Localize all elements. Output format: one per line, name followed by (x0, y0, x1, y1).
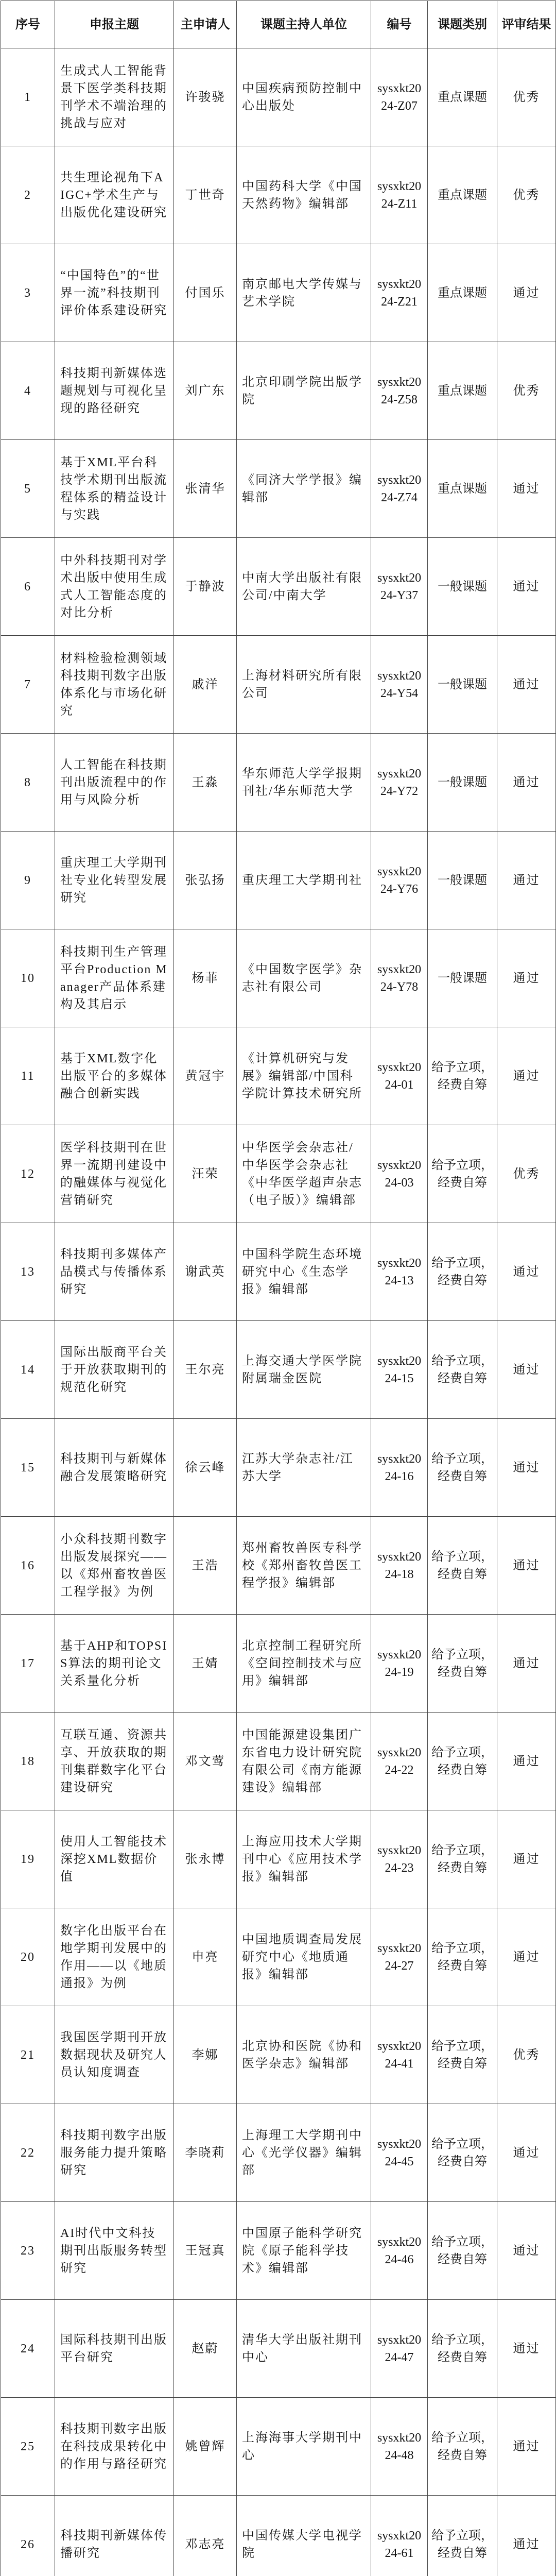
row-topic: 科技期刊多媒体产品模式与传播体系研究 (55, 1223, 174, 1321)
row-applicant: 谢武英 (174, 1223, 237, 1321)
row-unit: 上海应用技术大学期刊中心《应用技术学报》编辑部 (237, 1810, 371, 1908)
row-result: 通过 (497, 1615, 556, 1713)
row-unit: 中南大学出版社有限公司/中南大学 (237, 538, 371, 636)
row-result: 通过 (497, 1027, 556, 1125)
row-category: 一般课题 (428, 636, 497, 734)
row-unit: 重庆理工大学期刊社 (237, 832, 371, 929)
header-result: 评审结果 (497, 1, 556, 48)
row-category: 一般课题 (428, 734, 497, 832)
row-unit: 郑州畜牧兽医专科学校《郑州畜牧兽医工程学报》编辑部 (237, 1517, 371, 1615)
row-result: 优秀 (497, 146, 556, 244)
row-category: 给予立项，经费自筹 (428, 1419, 497, 1517)
row-index: 10 (1, 929, 55, 1027)
row-index: 7 (1, 636, 55, 734)
row-topic: 基于XML平台科技学术期刊出版流程体系的精益设计与实践 (55, 440, 174, 538)
row-applicant: 邓文莺 (174, 1713, 237, 1810)
row-applicant: 申亮 (174, 1908, 237, 2006)
row-category: 给予立项，经费自筹 (428, 1027, 497, 1125)
row-code: sysxkt2024-Y78 (371, 929, 428, 1027)
row-applicant: 王淼 (174, 734, 237, 832)
row-code: sysxkt2024-01 (371, 1027, 428, 1125)
table-row (1, 1419, 556, 1517)
row-applicant: 邓志亮 (174, 2496, 237, 2576)
row-applicant: 杨菲 (174, 929, 237, 1027)
row-unit: 清华大学出版社期刊中心 (237, 2300, 371, 2398)
table-row (1, 2496, 556, 2576)
header-applicant: 主申请人 (174, 1, 237, 48)
table-row (1, 538, 556, 636)
row-result: 通过 (497, 1517, 556, 1615)
row-applicant: 赵蔚 (174, 2300, 237, 2398)
table-row (1, 1908, 556, 2006)
row-topic: 材料检验检测领域科技期刊数字出版体系化与市场化研究 (55, 636, 174, 734)
row-index: 3 (1, 244, 55, 342)
row-topic: 互联互通、资源共享、开放获取的期刊集群数字化平台建设研究 (55, 1713, 174, 1810)
row-code: sysxkt2024-19 (371, 1615, 428, 1713)
row-unit: 北京协和医院《协和医学杂志》编辑部 (237, 2006, 371, 2104)
row-applicant: 张弘扬 (174, 832, 237, 929)
row-index: 4 (1, 342, 55, 440)
row-category: 给予立项，经费自筹 (428, 2202, 497, 2300)
row-topic: 中外科技期刊对学术出版中使用生成式人工智能态度的对比分析 (55, 538, 174, 636)
row-index: 15 (1, 1419, 55, 1517)
table-row (1, 1615, 556, 1713)
row-unit: 中国能源建设集团广东省电力设计研究院有限公司《南方能源建设》编辑部 (237, 1713, 371, 1810)
table-row (1, 1321, 556, 1419)
row-applicant: 黄冠宇 (174, 1027, 237, 1125)
row-category: 给予立项，经费自筹 (428, 2104, 497, 2202)
table-row (1, 636, 556, 734)
row-topic: 人工智能在科技期刊出版流程中的作用与风险分析 (55, 734, 174, 832)
row-applicant: 付国乐 (174, 244, 237, 342)
row-index: 12 (1, 1125, 55, 1223)
row-topic: “中国特色”的“世界一流”科技期刊评价体系建设研究 (55, 244, 174, 342)
row-topic: 国际出版商平台关于开放获取期刊的规范化研究 (55, 1321, 174, 1419)
row-code: sysxkt2024-22 (371, 1713, 428, 1810)
row-applicant: 李晓莉 (174, 2104, 237, 2202)
row-topic: 使用人工智能技术深挖XML数据价值 (55, 1810, 174, 1908)
table-body (1, 48, 556, 2576)
row-category: 给予立项，经费自筹 (428, 1321, 497, 1419)
table-row (1, 1223, 556, 1321)
row-code: sysxkt2024-Z58 (371, 342, 428, 440)
row-topic: 科技期刊生产管理平台Production Manager产品体系建构及其启示 (55, 929, 174, 1027)
row-unit: 北京控制工程研究所《空间控制技术与应用》编辑部 (237, 1615, 371, 1713)
row-index: 13 (1, 1223, 55, 1321)
row-code: sysxkt2024-46 (371, 2202, 428, 2300)
row-code: sysxkt2024-Z21 (371, 244, 428, 342)
row-category: 一般课题 (428, 538, 497, 636)
row-topic: 国际科技期刊出版平台研究 (55, 2300, 174, 2398)
row-result: 通过 (497, 2104, 556, 2202)
row-code: sysxkt2024-41 (371, 2006, 428, 2104)
row-category: 一般课题 (428, 832, 497, 929)
row-category: 给予立项，经费自筹 (428, 1713, 497, 1810)
row-unit: 上海材料研究所有限公司 (237, 636, 371, 734)
row-topic: 科技期刊与新媒体融合发展策略研究 (55, 1419, 174, 1517)
row-applicant: 许骏骁 (174, 48, 237, 146)
row-unit: 中国传媒大学电视学院 (237, 2496, 371, 2576)
row-category: 给予立项，经费自筹 (428, 1810, 497, 1908)
row-index: 22 (1, 2104, 55, 2202)
table-row (1, 2300, 556, 2398)
row-result: 通过 (497, 2202, 556, 2300)
row-code: sysxkt2024-61 (371, 2496, 428, 2576)
row-category: 给予立项，经费自筹 (428, 1615, 497, 1713)
row-index: 23 (1, 2202, 55, 2300)
table-row (1, 2202, 556, 2300)
header-topic: 申报主题 (55, 1, 174, 48)
row-category: 给予立项，经费自筹 (428, 1125, 497, 1223)
row-index: 1 (1, 48, 55, 146)
row-applicant: 王浩 (174, 1517, 237, 1615)
row-category: 给予立项，经费自筹 (428, 2300, 497, 2398)
row-index: 26 (1, 2496, 55, 2576)
row-applicant: 于静波 (174, 538, 237, 636)
row-applicant: 戚洋 (174, 636, 237, 734)
row-applicant: 丁世奇 (174, 146, 237, 244)
row-index: 16 (1, 1517, 55, 1615)
row-applicant: 张永博 (174, 1810, 237, 1908)
row-index: 17 (1, 1615, 55, 1713)
row-applicant: 王冠真 (174, 2202, 237, 2300)
row-unit: 中国科学院生态环境研究中心《生态学报》编辑部 (237, 1223, 371, 1321)
row-result: 通过 (497, 440, 556, 538)
row-category: 重点课题 (428, 342, 497, 440)
row-index: 21 (1, 2006, 55, 2104)
row-code: sysxkt2024-Y54 (371, 636, 428, 734)
row-topic: 基于AHP和TOPSIS算法的期刊论文关系量化分析 (55, 1615, 174, 1713)
table-row (1, 1713, 556, 1810)
project-review-table (1, 1, 556, 2576)
row-result: 优秀 (497, 1125, 556, 1223)
row-result: 通过 (497, 2398, 556, 2496)
table-row (1, 734, 556, 832)
row-unit: 中国药科大学《中国天然药物》编辑部 (237, 146, 371, 244)
row-category: 重点课题 (428, 146, 497, 244)
table-row (1, 244, 556, 342)
table-row (1, 440, 556, 538)
table-header (1, 1, 556, 48)
row-category: 重点课题 (428, 244, 497, 342)
row-applicant: 王婧 (174, 1615, 237, 1713)
row-topic: 医学科技期刊在世界一流期刊建设中的融媒体与视觉化营销研究 (55, 1125, 174, 1223)
row-unit: 《同济大学学报》编辑部 (237, 440, 371, 538)
row-code: sysxkt2024-48 (371, 2398, 428, 2496)
table-row (1, 146, 556, 244)
row-topic: 小众科技期刊数字出版发展探究——以《郑州畜牧兽医工程学报》为例 (55, 1517, 174, 1615)
header-row (1, 1, 556, 48)
row-category: 给予立项，经费自筹 (428, 1908, 497, 2006)
table-row (1, 2104, 556, 2202)
row-topic: 生成式人工智能背景下医学类科技期刊学术不端治理的挑战与应对 (55, 48, 174, 146)
row-result: 优秀 (497, 48, 556, 146)
row-category: 重点课题 (428, 440, 497, 538)
row-index: 14 (1, 1321, 55, 1419)
row-topic: 基于XML数字化出版平台的多媒体融合创新实践 (55, 1027, 174, 1125)
row-code: sysxkt2024-Z74 (371, 440, 428, 538)
row-unit: 北京印刷学院出版学院 (237, 342, 371, 440)
row-topic: 科技期刊数字出版服务能力提升策略研究 (55, 2104, 174, 2202)
row-result: 通过 (497, 1321, 556, 1419)
row-unit: 《中国数字医学》杂志社有限公司 (237, 929, 371, 1027)
table-row (1, 1517, 556, 1615)
row-result: 通过 (497, 538, 556, 636)
row-unit: 江苏大学杂志社/江苏大学 (237, 1419, 371, 1517)
row-topic: 共生理论视角下AIGC+学术生产与出版优化建设研究 (55, 146, 174, 244)
row-unit: 《计算机研究与发展》编辑部/中国科学院计算技术研究所 (237, 1027, 371, 1125)
row-applicant: 徐云峰 (174, 1419, 237, 1517)
row-result: 通过 (497, 1223, 556, 1321)
row-applicant: 姚曾辉 (174, 2398, 237, 2496)
row-unit: 中国地质调查局发展研究中心《地质通报》编辑部 (237, 1908, 371, 2006)
row-category: 给予立项，经费自筹 (428, 2398, 497, 2496)
row-index: 9 (1, 832, 55, 929)
row-index: 24 (1, 2300, 55, 2398)
row-unit: 华东师范大学学报期刊社/华东师范大学 (237, 734, 371, 832)
row-category: 给予立项，经费自筹 (428, 1223, 497, 1321)
row-code: sysxkt2024-45 (371, 2104, 428, 2202)
row-applicant: 汪荣 (174, 1125, 237, 1223)
header-code: 编号 (371, 1, 428, 48)
row-index: 2 (1, 146, 55, 244)
row-unit: 南京邮电大学传媒与艺术学院 (237, 244, 371, 342)
row-code: sysxkt2024-Y37 (371, 538, 428, 636)
row-unit: 上海交通大学医学院附属瑞金医院 (237, 1321, 371, 1419)
row-result: 优秀 (497, 2006, 556, 2104)
row-result: 通过 (497, 2496, 556, 2576)
row-index: 8 (1, 734, 55, 832)
table-row (1, 1125, 556, 1223)
table-row (1, 929, 556, 1027)
row-index: 19 (1, 1810, 55, 1908)
row-topic: 我国医学期刊开放数据现状及研究人员认知度调查 (55, 2006, 174, 2104)
table-row (1, 2006, 556, 2104)
row-applicant: 刘广东 (174, 342, 237, 440)
row-unit: 中华医学会杂志社/中华医学会杂志社《中华医学超声杂志（电子版）》编辑部 (237, 1125, 371, 1223)
row-applicant: 张清华 (174, 440, 237, 538)
row-code: sysxkt2024-47 (371, 2300, 428, 2398)
header-category: 课题类别 (428, 1, 497, 48)
row-code: sysxkt2024-Y72 (371, 734, 428, 832)
row-index: 20 (1, 1908, 55, 2006)
row-result: 通过 (497, 1810, 556, 1908)
row-topic: 科技期刊数字出版在科技成果转化中的作用与路径研究 (55, 2398, 174, 2496)
row-result: 通过 (497, 244, 556, 342)
row-result: 通过 (497, 1908, 556, 2006)
table-row (1, 1810, 556, 1908)
table-row (1, 1027, 556, 1125)
row-unit: 中国原子能科学研究院《原子能科学技术》编辑部 (237, 2202, 371, 2300)
row-code: sysxkt2024-18 (371, 1517, 428, 1615)
table-row (1, 342, 556, 440)
row-category: 一般课题 (428, 929, 497, 1027)
row-category: 重点课题 (428, 48, 497, 146)
row-category: 给予立项，经费自筹 (428, 2496, 497, 2576)
row-index: 6 (1, 538, 55, 636)
row-topic: 科技期刊新媒体选题规划与可视化呈现的路径研究 (55, 342, 174, 440)
row-code: sysxkt2024-15 (371, 1321, 428, 1419)
row-applicant: 李娜 (174, 2006, 237, 2104)
row-category: 给予立项，经费自筹 (428, 1517, 497, 1615)
row-topic: 科技期刊新媒体传播研究 (55, 2496, 174, 2576)
row-code: sysxkt2024-03 (371, 1125, 428, 1223)
header-index: 序号 (1, 1, 55, 48)
header-unit: 课题主持人单位 (237, 1, 371, 48)
row-applicant: 王尔亮 (174, 1321, 237, 1419)
table-row (1, 2398, 556, 2496)
table-row (1, 832, 556, 929)
row-code: sysxkt2024-27 (371, 1908, 428, 2006)
row-index: 18 (1, 1713, 55, 1810)
row-result: 通过 (497, 929, 556, 1027)
row-unit: 上海理工大学期刊中心《光学仪器》编辑部 (237, 2104, 371, 2202)
row-unit: 上海海事大学期刊中心 (237, 2398, 371, 2496)
row-result: 通过 (497, 1713, 556, 1810)
row-code: sysxkt2024-Z07 (371, 48, 428, 146)
row-unit: 中国疾病预防控制中心出版处 (237, 48, 371, 146)
row-result: 通过 (497, 832, 556, 929)
row-category: 给予立项，经费自筹 (428, 2006, 497, 2104)
row-result: 通过 (497, 636, 556, 734)
row-code: sysxkt2024-13 (371, 1223, 428, 1321)
row-result: 通过 (497, 2300, 556, 2398)
table-row (1, 48, 556, 146)
row-topic: AI时代中文科技期刊出版服务转型研究 (55, 2202, 174, 2300)
row-code: sysxkt2024-Z11 (371, 146, 428, 244)
row-result: 通过 (497, 734, 556, 832)
row-result: 优秀 (497, 342, 556, 440)
row-index: 11 (1, 1027, 55, 1125)
row-code: sysxkt2024-23 (371, 1810, 428, 1908)
row-topic: 重庆理工大学期刊社专业化转型发展研究 (55, 832, 174, 929)
row-index: 25 (1, 2398, 55, 2496)
row-code: sysxkt2024-16 (371, 1419, 428, 1517)
row-topic: 数字化出版平台在地学期刊发展中的作用——以《地质通报》为例 (55, 1908, 174, 2006)
row-index: 5 (1, 440, 55, 538)
row-result: 通过 (497, 1419, 556, 1517)
row-code: sysxkt2024-Y76 (371, 832, 428, 929)
